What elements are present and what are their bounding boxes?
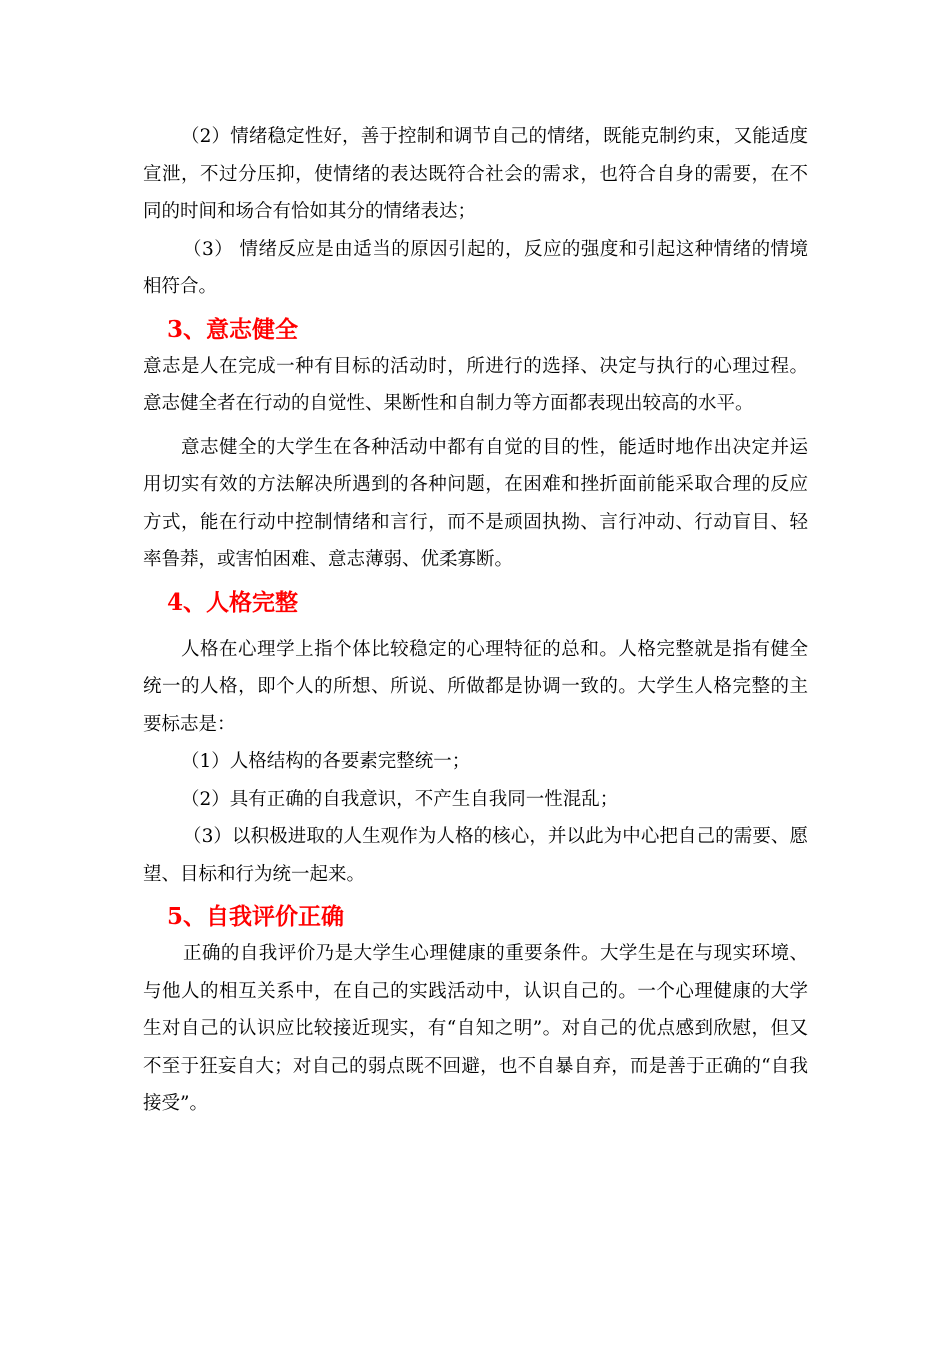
paragraph-personality-item-3: （3）以积极进取的人生观作为人格的核心，并以此为中心把自己的需要、愿望、目标和行为统一起来。 [143,826,808,885]
heading-will: 3、意志健全 [167,315,299,343]
paragraph-will-definition: 意志是人在完成一种有目标的活动时，所进行的选择、决定与执行的心理过程。意志健全者在行动的自觉性、果断性和自制力等方面都表现出较高的水平。 [143,355,808,414]
paragraph-personality-item-2: （2）具有正确的自我意识，不产生自我同一性混乱； [181,788,619,810]
document-body [143,118,808,1123]
paragraph-self-evaluation: 正确的自我评价乃是大学生心理健康的重要条件。大学生是在与现实环境、与他人的相互关系中，在自己的实践活动中，认识自己的。一个心理健康的大学生对自己的认识应比较接近现实，有“自知之明”。对自己的优点感到欣慰，但又不至于狂妄自大；对自己的弱点既不回避，也不自暴自弃，而是善于正确的“自我接受”。 [143,943,808,1114]
paragraph-emotion-reaction: （3） 情绪反应是由适当的原因引起的，反应的强度和引起这种情绪的情境相符合。 [143,238,808,297]
paragraph-emotion-stability: （2）情绪稳定性好，善于控制和调节自己的情绪，既能克制约束，又能适度宣泄，不过分压抑，使情绪的表达既符合社会的需求，也符合自身的需要，在不同的时间和场合有恰如其分的情绪表达； [143,126,808,222]
paragraph-personality-definition: 人格在心理学上指个体比较稳定的心理特征的总和。人格完整就是指有健全统一的人格，即个人的所想、所说、所做都是协调一致的。大学生人格完整的主要标志是： [143,638,808,735]
paragraph-will-students: 意志健全的大学生在各种活动中都有自觉的目的性，能适时地作出决定并运用切实有效的方法解决所遇到的各种问题，在困难和挫折面前能采取合理的反应方式，能在行动中控制情绪和言行，而不是顽固执拗、言行冲动、行动盲目、轻率鲁莽，或害怕困难、意志薄弱、优柔寡断。 [143,436,808,570]
paragraph-personality-item-1: （1）人格结构的各要素完整统一； [181,751,471,772]
heading-personality: 4、人格完整 [167,588,299,616]
heading-self-evaluation: 5、自我评价正确 [167,903,345,930]
